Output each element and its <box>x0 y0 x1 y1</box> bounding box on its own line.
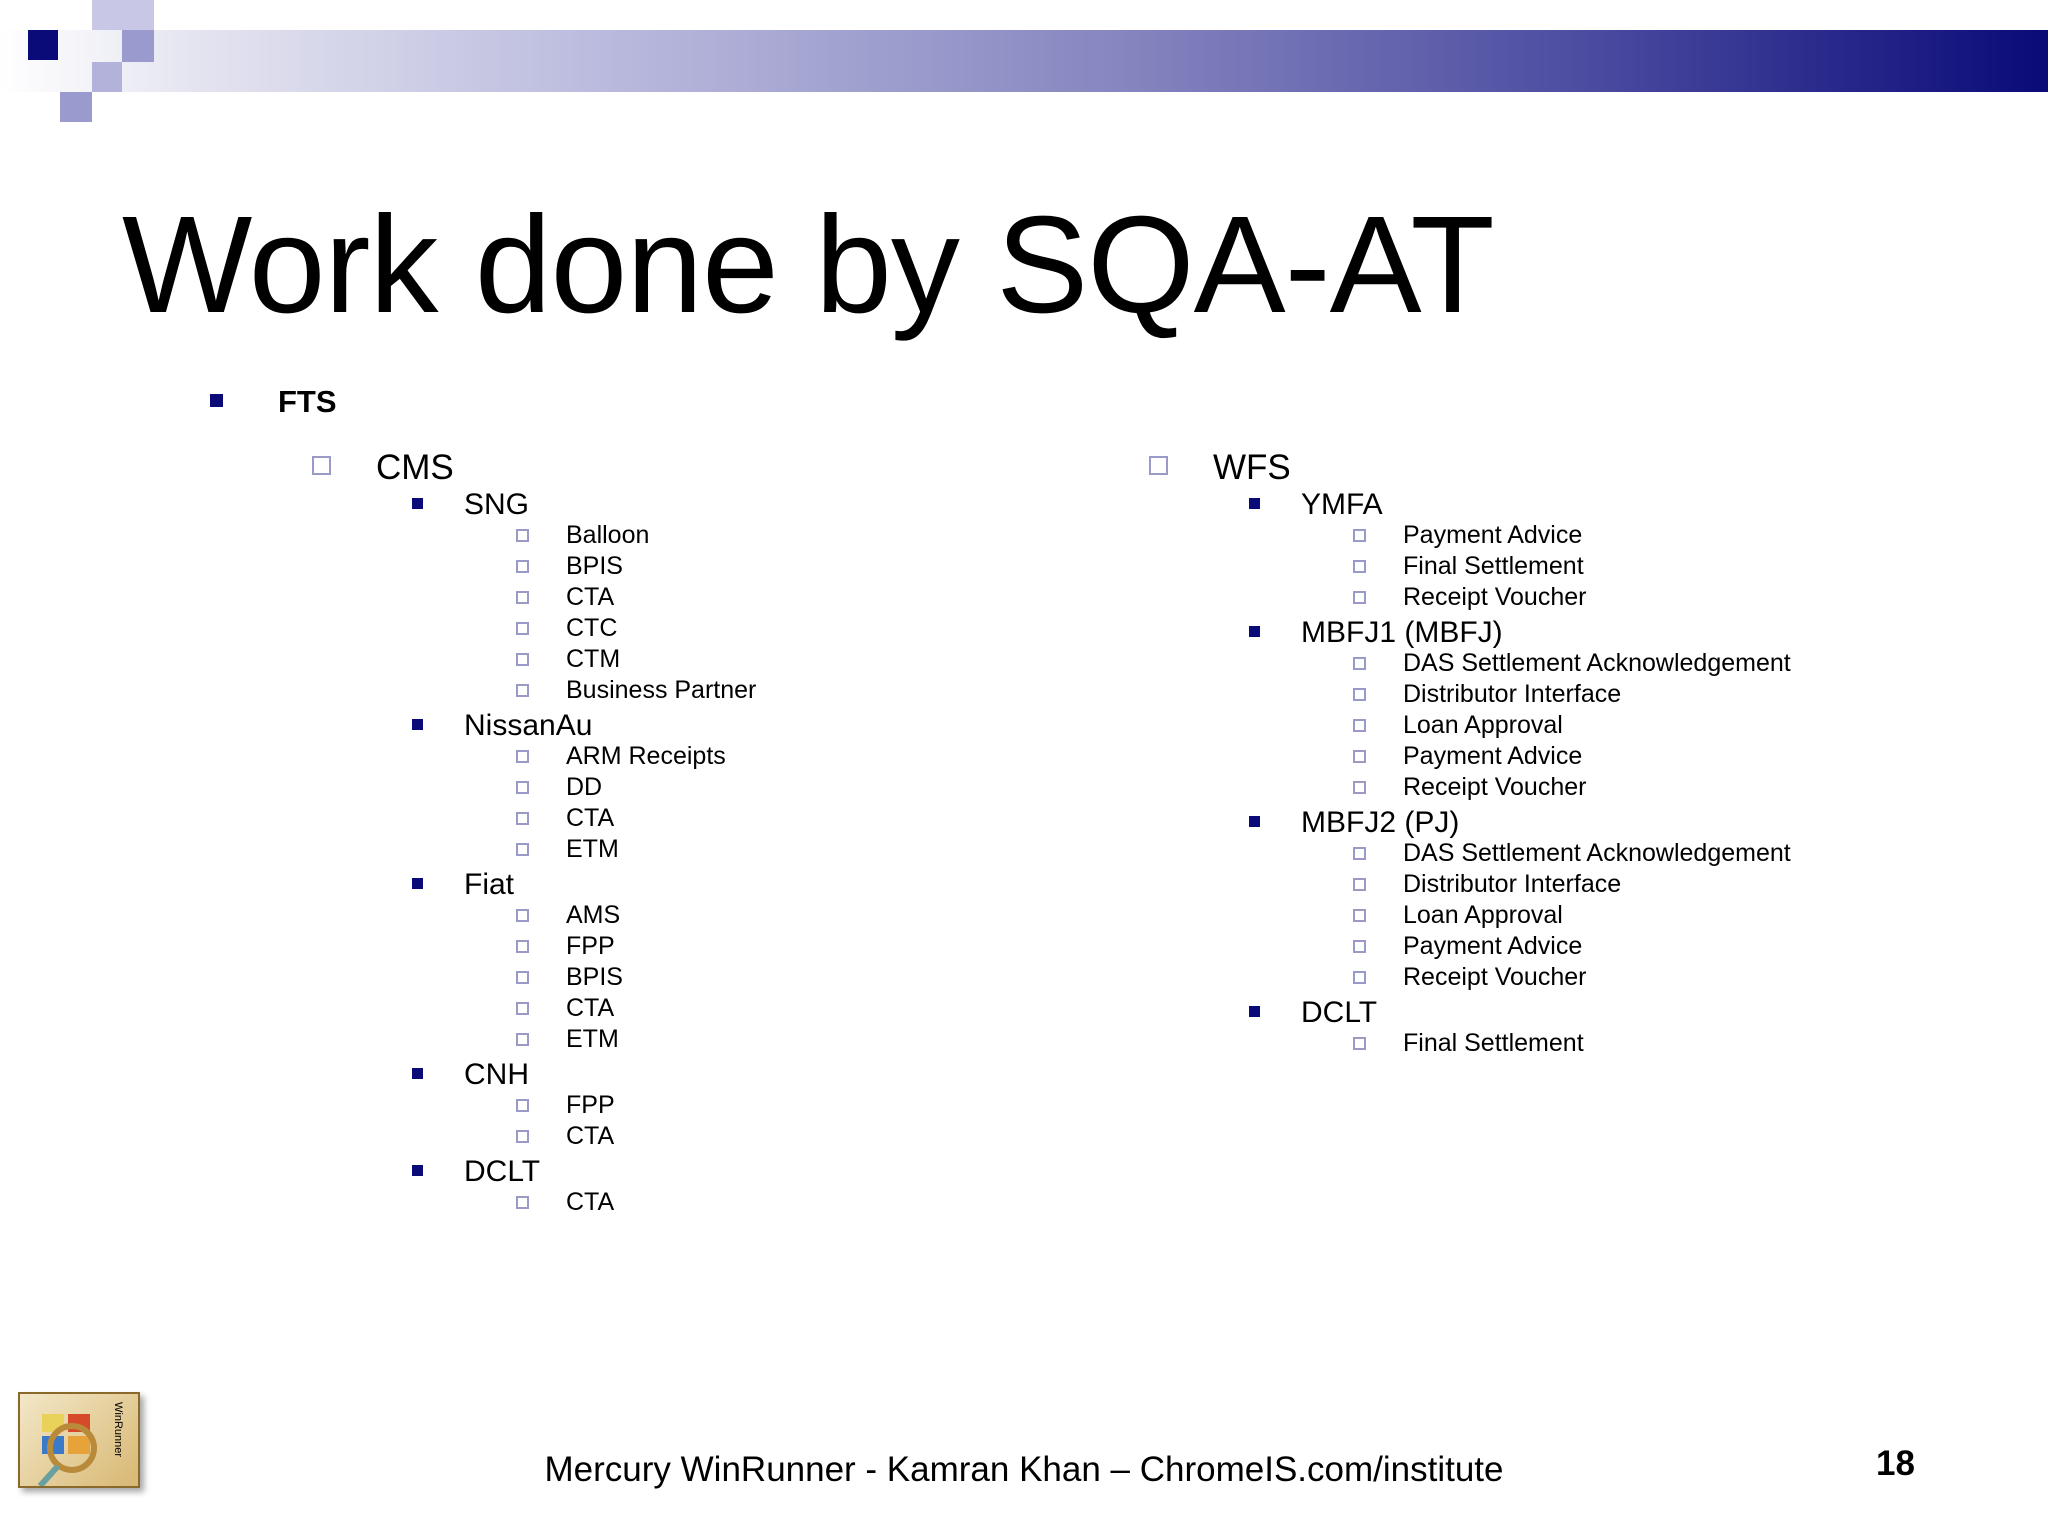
outline-subitem: Payment Advice <box>1403 742 1583 770</box>
hollow-square-bullet-icon <box>1149 456 1168 475</box>
hollow-square-bullet-icon <box>1353 1037 1366 1050</box>
page-title: Work done by SQA-AT <box>122 188 1494 342</box>
hollow-square-bullet-icon <box>1353 688 1366 701</box>
outline-subitem: CTA <box>566 1188 615 1216</box>
outline-subitem: Loan Approval <box>1403 901 1563 929</box>
outline-subitem: FPP <box>566 1091 615 1119</box>
footer-text: Mercury WinRunner - Kamran Khan – ChromeIS.com/institute <box>544 1450 1504 1489</box>
outline-subitem: Payment Advice <box>1403 932 1583 960</box>
square-bullet-icon <box>1249 1006 1260 1017</box>
outline-subitem: Final Settlement <box>1403 1029 1584 1057</box>
hollow-square-bullet-icon <box>516 940 529 953</box>
outline-subitem: Distributor Interface <box>1403 870 1622 898</box>
hollow-square-bullet-icon <box>516 1196 529 1209</box>
hollow-square-bullet-icon <box>516 529 529 542</box>
outline-group-label: NissanAu <box>464 709 593 742</box>
outline-subitem: CTA <box>566 804 615 832</box>
outline-subitem: Final Settlement <box>1403 552 1584 580</box>
outline-group-label: MBFJ1 (MBFJ) <box>1301 616 1503 649</box>
hollow-square-bullet-icon <box>1353 971 1366 984</box>
outline-subitem: FPP <box>566 932 615 960</box>
hollow-square-bullet-icon <box>1353 591 1366 604</box>
logo-label: WinRunner <box>112 1402 124 1458</box>
hollow-square-bullet-icon <box>1353 657 1366 670</box>
outline-subitem: CTA <box>566 994 615 1022</box>
square-bullet-icon <box>412 1165 423 1176</box>
decor-square <box>92 0 154 30</box>
square-bullet-icon <box>1249 498 1260 509</box>
decor-square <box>28 30 58 60</box>
square-bullet-icon <box>412 1068 423 1079</box>
hollow-square-bullet-icon <box>516 750 529 763</box>
square-bullet-icon <box>412 498 423 509</box>
outline-subitem: Receipt Voucher <box>1403 963 1587 991</box>
outline-group-label: YMFA <box>1301 488 1383 521</box>
hollow-square-bullet-icon <box>516 591 529 604</box>
hollow-square-bullet-icon <box>1353 940 1366 953</box>
hollow-square-bullet-icon <box>1353 719 1366 732</box>
outline-subitem: Payment Advice <box>1403 521 1583 549</box>
hollow-square-bullet-icon <box>516 1033 529 1046</box>
hollow-square-bullet-icon <box>516 684 529 697</box>
decor-square <box>122 30 154 62</box>
outline-subitem: ARM Receipts <box>566 742 726 770</box>
outline-subitem: ETM <box>566 835 619 863</box>
hollow-square-bullet-icon <box>1353 909 1366 922</box>
outline-group-label: Fiat <box>464 868 515 901</box>
hollow-square-bullet-icon <box>516 781 529 794</box>
hollow-square-bullet-icon <box>1353 529 1366 542</box>
square-bullet-icon <box>412 719 423 730</box>
hollow-square-bullet-icon <box>516 909 529 922</box>
header-gradient-bar <box>0 30 2048 92</box>
outline-subitem: BPIS <box>566 963 623 991</box>
hollow-square-bullet-icon <box>516 971 529 984</box>
hollow-square-bullet-icon <box>1353 560 1366 573</box>
outline-subitem: Business Partner <box>566 676 757 704</box>
outline-subitem: Receipt Voucher <box>1403 583 1587 611</box>
hollow-square-bullet-icon <box>516 1130 529 1143</box>
hollow-square-bullet-icon <box>312 456 331 475</box>
hollow-square-bullet-icon <box>516 560 529 573</box>
outline-group-label: MBFJ2 (PJ) <box>1301 806 1460 839</box>
outline-group-label: DCLT <box>1301 996 1378 1029</box>
outline-subitem: DAS Settlement Acknowledgement <box>1403 649 1791 677</box>
outline-subitem: CTA <box>566 1122 615 1150</box>
outline-subitem: Distributor Interface <box>1403 680 1622 708</box>
outline-group-label: CNH <box>464 1058 529 1091</box>
hollow-square-bullet-icon <box>516 812 529 825</box>
outline-subitem: Balloon <box>566 521 650 549</box>
hollow-square-bullet-icon <box>516 653 529 666</box>
outline-subitem: CTA <box>566 583 615 611</box>
outline-subitem: DAS Settlement Acknowledgement <box>1403 839 1791 867</box>
hollow-square-bullet-icon <box>1353 781 1366 794</box>
outline-subitem: DD <box>566 773 603 801</box>
hollow-square-bullet-icon <box>516 622 529 635</box>
outline-subitem: CTM <box>566 645 621 673</box>
outline-subitem: Loan Approval <box>1403 711 1563 739</box>
outline-subitem: CTC <box>566 614 618 642</box>
hollow-square-bullet-icon <box>516 843 529 856</box>
page-number: 18 <box>1876 1444 1915 1483</box>
outline-item-fts: FTS <box>278 384 337 419</box>
hollow-square-bullet-icon <box>1353 847 1366 860</box>
decor-square <box>92 62 122 92</box>
square-bullet-icon <box>1249 626 1260 637</box>
hollow-square-bullet-icon <box>516 1002 529 1015</box>
square-bullet-icon <box>412 878 423 889</box>
decor-square <box>60 92 92 122</box>
outline-subitem: Receipt Voucher <box>1403 773 1587 801</box>
outline-subitem: AMS <box>566 901 621 929</box>
outline-item-left-label: CMS <box>376 448 454 487</box>
hollow-square-bullet-icon <box>516 1099 529 1112</box>
outline-item-right-label: WFS <box>1213 448 1291 487</box>
square-bullet-icon <box>1249 816 1260 827</box>
square-bullet-icon <box>210 394 223 407</box>
hollow-square-bullet-icon <box>1353 878 1366 891</box>
hollow-square-bullet-icon <box>1353 750 1366 763</box>
outline-subitem: ETM <box>566 1025 619 1053</box>
outline-group-label: SNG <box>464 488 530 521</box>
outline-group-label: DCLT <box>464 1155 541 1188</box>
outline-subitem: BPIS <box>566 552 623 580</box>
